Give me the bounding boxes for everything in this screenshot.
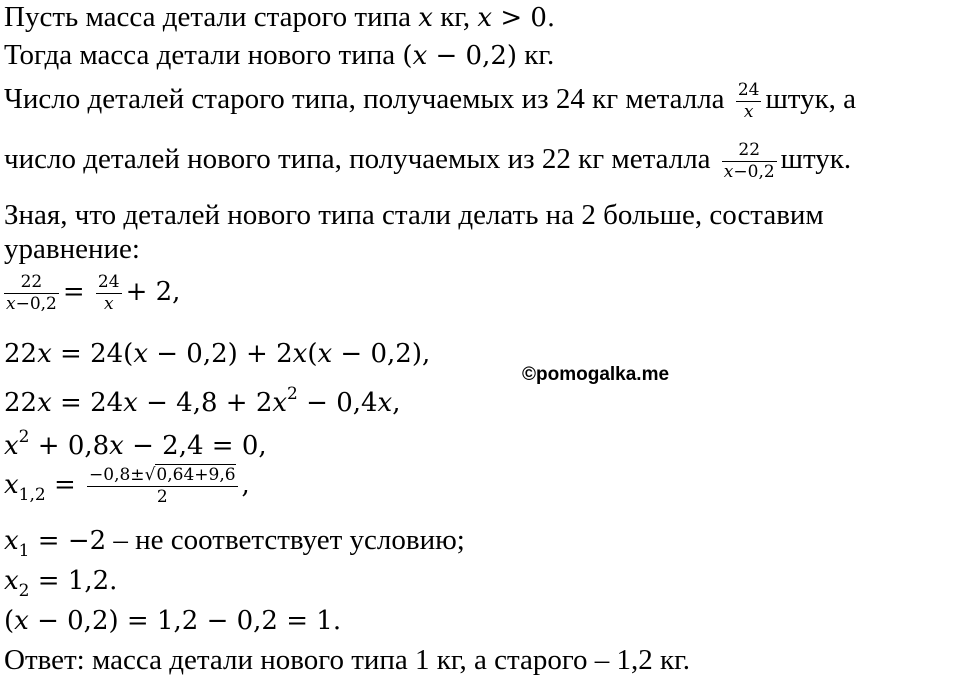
text-span: число деталей нового типа, получаемых из 22 кг металла	[4, 143, 711, 176]
equation-8	[4, 603, 341, 638]
math-span: −0,8±	[89, 465, 145, 485]
text-span: – не соответствует условию;	[106, 524, 465, 556]
fraction-denominator: x	[103, 294, 114, 314]
fraction-denominator: 2	[156, 487, 168, 507]
math-span: = 24(	[51, 339, 134, 369]
fraction-numerator: 24	[737, 80, 760, 100]
math-span: ,	[241, 470, 250, 501]
math-span: + 0,8	[29, 431, 110, 461]
exponent: 2	[287, 384, 298, 404]
math-span: − 0,4	[297, 388, 378, 418]
sqrt-sign: √	[144, 465, 156, 485]
subscript: 1	[18, 541, 30, 561]
fraction-numerator: 22	[722, 140, 777, 162]
math-span: = −2	[29, 526, 107, 556]
text-span: кг,	[432, 1, 478, 33]
line-condition: Зная, что деталей нового типа стали делать на 2 больше, составим	[4, 199, 824, 231]
line-old-count	[4, 80, 856, 123]
math-span: − 0,2) = 1,2 − 0,2 = 1.	[28, 606, 342, 636]
var-x: x	[317, 339, 333, 369]
var-x: x	[14, 606, 29, 636]
math-span: − 0,2)	[427, 41, 518, 71]
var-x: x	[477, 3, 493, 33]
math-span: − 0,2),	[332, 339, 431, 369]
line-assume-old-mass	[4, 0, 555, 35]
equation-1	[4, 272, 180, 315]
var-x: x	[109, 431, 124, 461]
var-x: x	[412, 41, 428, 71]
answer-line: Ответ: масса детали нового типа 1 кг, а старого – 1,2 кг.	[4, 644, 691, 676]
text-span: Пусть масса детали старого типа	[4, 1, 419, 33]
var-x: x	[37, 388, 52, 418]
radicand: 0,64+9,6	[156, 465, 236, 485]
math-span: − 2,4 = 0,	[123, 431, 267, 461]
math-span: −0,2	[15, 294, 57, 314]
text-span: штук.	[780, 143, 852, 176]
fraction-numerator: 22	[4, 272, 59, 294]
math-span: ,	[392, 388, 401, 418]
var-x: x	[123, 388, 138, 418]
var-x: x	[272, 388, 288, 418]
equation-3	[4, 377, 400, 420]
equation-2	[4, 336, 430, 371]
equation-7-x2	[4, 563, 117, 608]
math-span: = 24	[51, 388, 124, 418]
equation-5-roots	[4, 465, 250, 512]
math-span: 22	[4, 388, 38, 418]
math-span: (	[307, 339, 318, 369]
line-new-count	[4, 140, 851, 183]
math-span: = 1,2.	[29, 566, 118, 596]
math-span: =	[62, 277, 85, 308]
text-span: Число деталей старого типа, получаемых из 24 кг металла	[4, 83, 725, 116]
math-span: 22	[4, 339, 38, 369]
math-span: − 0,2) + 2	[147, 339, 293, 369]
text-span: штук, а	[765, 83, 857, 116]
var-x: x	[4, 470, 19, 501]
math-span: −0,2	[733, 162, 775, 182]
var-x: x	[4, 431, 19, 461]
line-equation-label: уравнение:	[4, 233, 140, 265]
var-x: x	[133, 339, 148, 369]
equation-4	[4, 420, 267, 463]
exponent: 2	[18, 427, 30, 447]
math-span: + 2,	[125, 277, 181, 308]
math-span: (	[4, 606, 15, 636]
var-x: x	[377, 388, 393, 418]
fraction-22-over-x-minus	[722, 140, 777, 183]
text-span: кг.	[517, 39, 555, 71]
fraction-denominator: x	[743, 102, 754, 122]
fraction-22-over-x-minus	[4, 272, 59, 315]
var-x: x	[37, 339, 52, 369]
line-new-mass	[4, 38, 554, 73]
fraction-numerator	[87, 465, 238, 487]
var-x: x	[723, 162, 734, 182]
fraction-denominator	[4, 294, 59, 315]
subscript: 1,2	[18, 485, 46, 506]
var-x: x	[292, 339, 308, 369]
quadratic-formula-fraction	[87, 465, 238, 508]
equation-6-x1	[4, 523, 465, 568]
math-span: (	[402, 41, 413, 71]
math-span: − 4,8 + 2	[137, 388, 273, 418]
fraction-denominator	[722, 162, 777, 183]
var-x: x	[4, 566, 19, 596]
var-x: x	[6, 294, 16, 314]
math-span: =	[45, 470, 76, 501]
subscript: 2	[18, 581, 30, 601]
var-x: x	[418, 3, 433, 33]
var-x: x	[4, 526, 19, 556]
fraction-numerator: 24	[97, 272, 120, 292]
fraction-24-over-x	[96, 272, 122, 315]
math-span: > 0.	[492, 3, 556, 33]
watermark: ©pomogalka.me	[522, 364, 670, 385]
text-span: Тогда масса детали нового типа	[4, 39, 403, 71]
fraction-24-over-x	[736, 80, 762, 123]
